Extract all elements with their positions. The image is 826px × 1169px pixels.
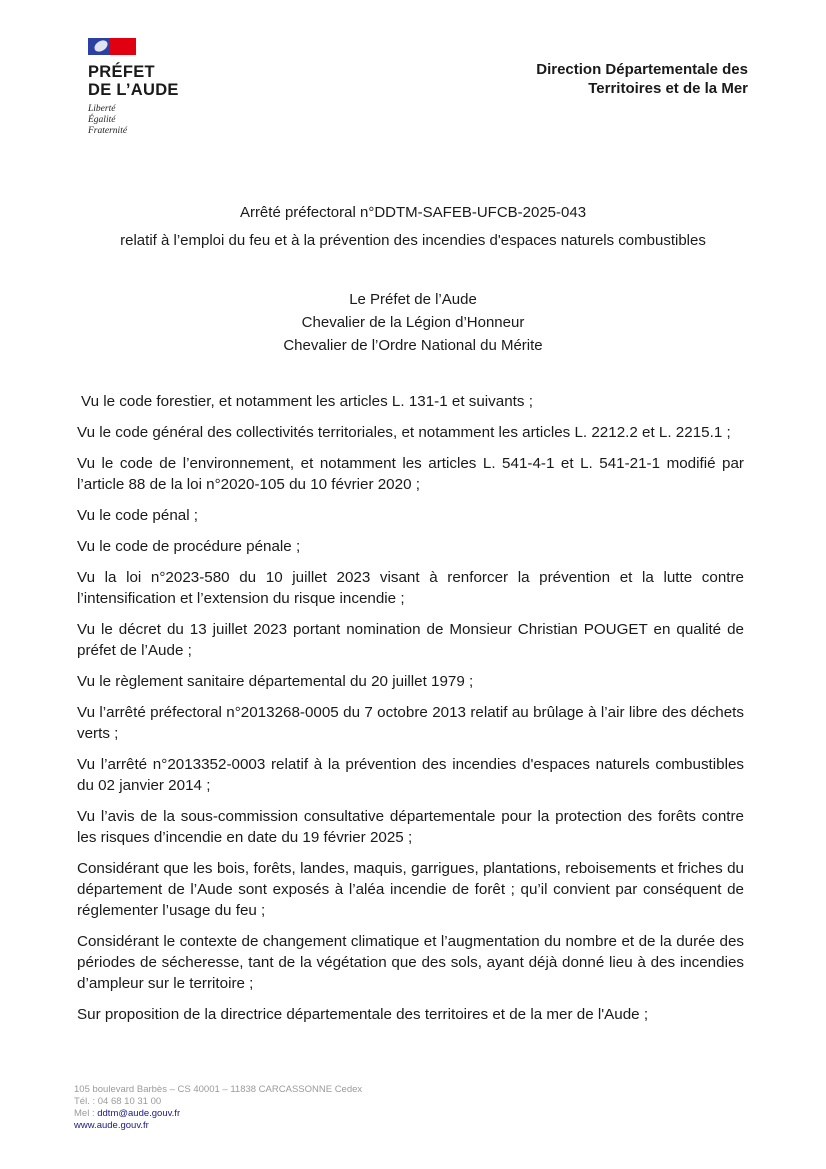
motto-egalite: Égalité (88, 115, 116, 125)
visa-item: Vu l’arrêté n°2013352-0003 relatif à la prévention des incendies d'espaces naturels combustibles du 02 janvier 2014 ; (77, 756, 744, 794)
footer-website-link[interactable]: www.aude.gouv.fr (74, 1120, 149, 1131)
considerant-item: Considérant le contexte de changement climatique et l’augmentation du nombre et de la durée des périodes de sécheresse, tant de la végétation que des sols, ayant déjà donné lieu à des incendies d’ampleur sur le territoire ; (77, 933, 744, 992)
prefect-honour-1: Chevalier de la Légion d’Honneur (301, 314, 525, 331)
visa-item: Vu le règlement sanitaire départemental du 20 juillet 1979 ; (77, 673, 474, 690)
issuing-direction (536, 60, 748, 98)
visa-item: Vu le code de procédure pénale ; (77, 538, 301, 555)
footer-mail-link[interactable]: ddtm@aude.gouv.fr (97, 1108, 181, 1119)
visa-item: Vu le décret du 13 juillet 2023 portant nomination de Monsieur Christian POUGET en qualité de préfet de l’Aude ; (77, 621, 744, 659)
republic-motto (88, 104, 208, 137)
decree-title: Arrêté préfectoral n°DDTM-SAFEB-UFCB-2025-043 (239, 204, 587, 221)
footer-mail-label: Mel : (74, 1108, 98, 1119)
motto-liberte: Liberté (88, 104, 116, 114)
prefecture-logo (88, 38, 208, 137)
prefect-block (0, 288, 826, 357)
visa-item: Vu l’avis de la sous-commission consultative départementale pour la protection des forêts contre les risques d’incendie en date du 19 février 2025 ; (77, 808, 744, 846)
footer-phone: Tél. : 04 68 10 31 00 (74, 1096, 162, 1107)
visa-item: Vu l’arrêté préfectoral n°2013268-0005 du 7 octobre 2013 relatif au brûlage à l’air libre des déchets verts ; (77, 704, 744, 742)
direction-line-1: Direction Départementale des (536, 61, 748, 78)
visa-item: Vu le code pénal ; (77, 507, 199, 524)
logo-line-1: PRÉFET (88, 63, 155, 81)
footer-mail-row (74, 1108, 362, 1120)
visa-item: Vu le code de l’environnement, et notamment les articles L. 541-4-1 et L. 541-21-1 modifié par l’article 88 de la loi n°2020-105 du 10 février 2020 ; (77, 455, 744, 493)
footer-address: 105 boulevard Barbès – CS 40001 – 11838 CARCASSONNE Cedex (74, 1084, 363, 1095)
logo-wordmark (88, 63, 208, 99)
decree-subject: relatif à l’emploi du feu et à la prévention des incendies d'espaces naturels combustibles (120, 232, 706, 249)
footer-contact (74, 1084, 362, 1132)
logo-line-2: DE L’AUDE (88, 81, 179, 99)
direction-line-2: Territoires et de la Mer (588, 80, 748, 97)
prefect-name: Le Préfet de l’Aude (349, 291, 477, 308)
visas-list (77, 391, 744, 1035)
visa-item: Vu le code général des collectivités territoriales, et notamment les articles L. 2212.2 et L. 2215.1 ; (77, 424, 731, 441)
motto-fraternite: Fraternité (88, 126, 128, 136)
considerant-item: Considérant que les bois, forêts, landes, maquis, garrigues, plantations, reboisements et friches du département de l’Aude sont exposés à l’aléa incendie de forêt ; qu’il convient par conséquent de réglementer l’usage du feu ; (77, 860, 744, 919)
prefect-honour-2: Chevalier de l’Ordre National du Mérite (283, 337, 543, 354)
marianne-flag-icon (88, 38, 136, 55)
visa-item: Vu le code forestier, et notamment les articles L. 131-1 et suivants ; (81, 393, 533, 410)
visa-item: Vu la loi n°2023-580 du 10 juillet 2023 visant à renforcer la prévention et la lutte contre l’intensification et l’extension du risque incendie ; (77, 569, 744, 607)
proposition-item: Sur proposition de la directrice départementale des territoires et de la mer de l'Aude ; (77, 1006, 649, 1023)
